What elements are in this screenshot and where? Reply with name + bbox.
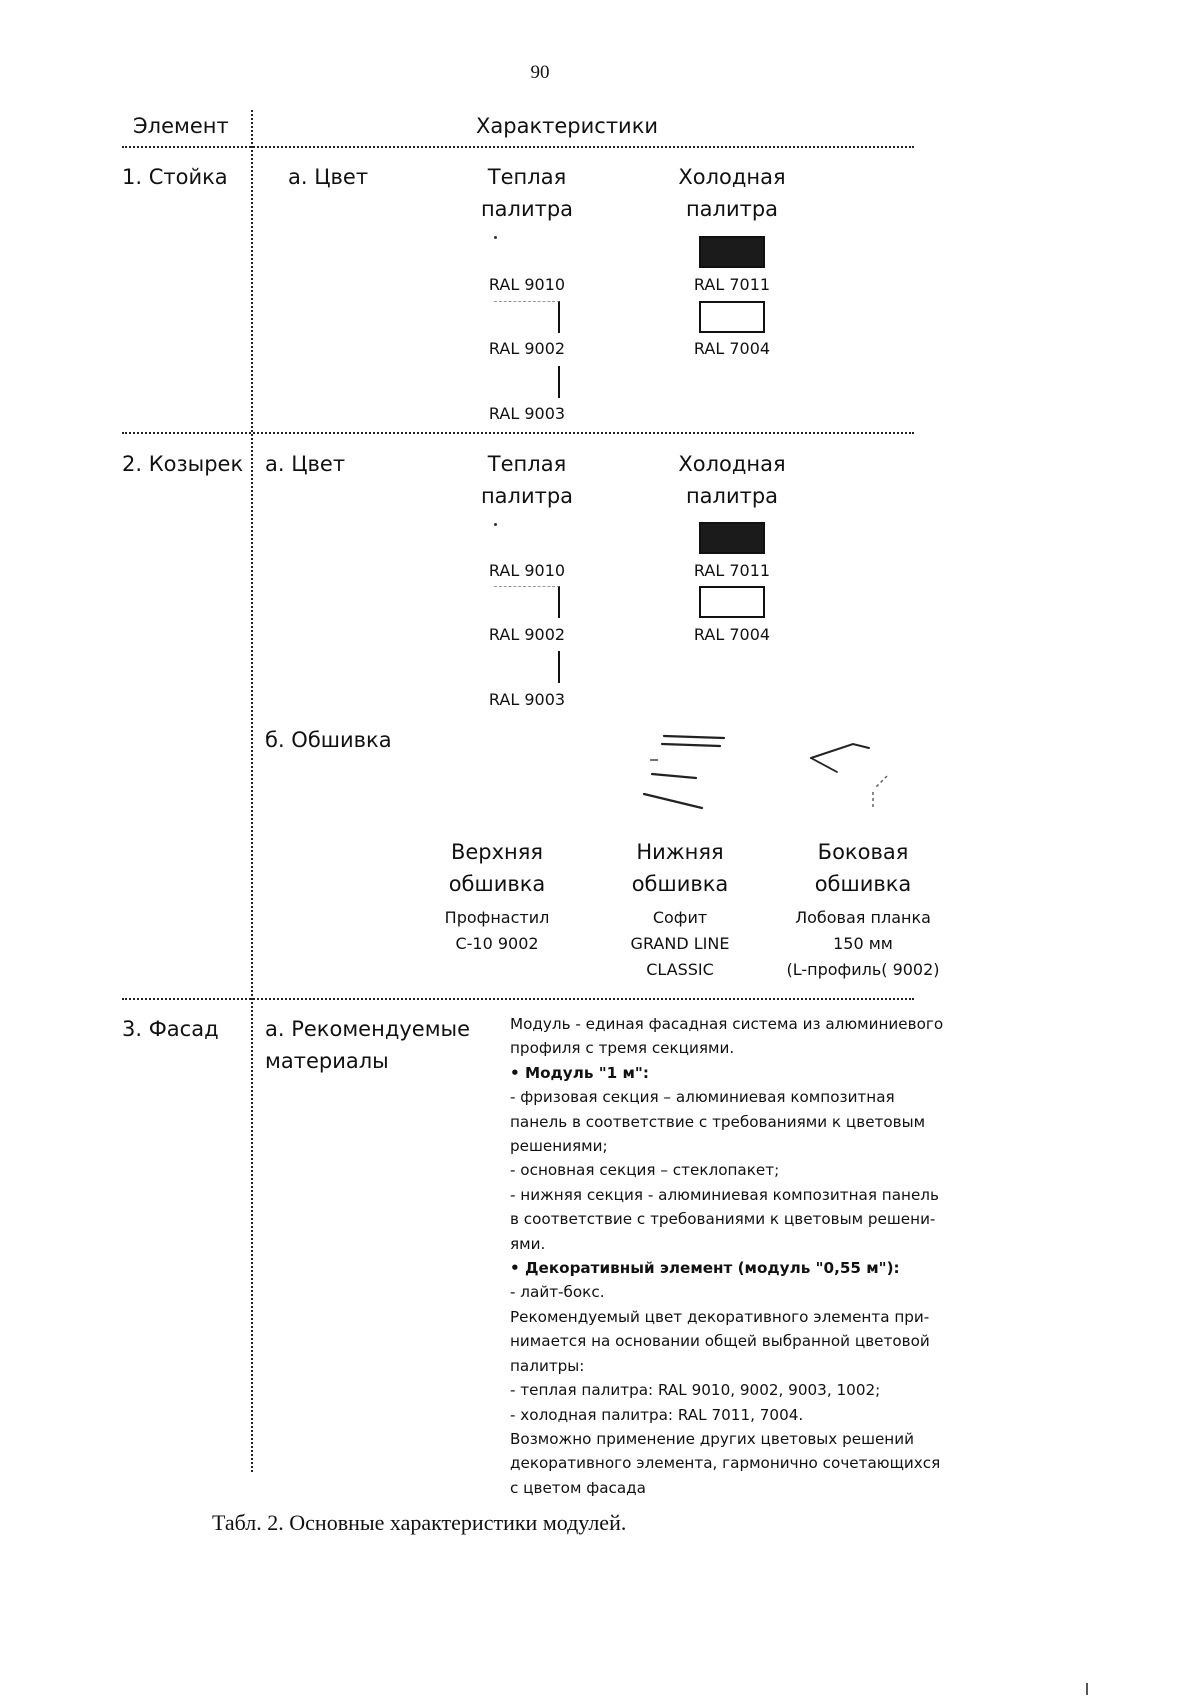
facade-line: панель в соответствие с требованиями к цветовым xyxy=(510,1112,926,1131)
row2-sub-color: а. Цвет xyxy=(265,452,346,476)
row1-code-ral7004: RAL 7004 xyxy=(693,339,771,358)
cladding-side-title-1: Боковая xyxy=(817,840,909,864)
cladding-top-title-2: обшивка xyxy=(448,872,546,896)
facade-line: - основная секция – стеклопакет; xyxy=(510,1161,780,1180)
row1-swatch-ral9003 xyxy=(494,366,560,398)
cladding-side-desc-1: Лобовая планка xyxy=(795,908,931,927)
row2-swatch-ral9003 xyxy=(494,651,560,683)
row1-warm-title-1: Теплая xyxy=(487,165,567,189)
row2-warm-title-2: палитра xyxy=(480,484,574,508)
cladding-bottom-desc-3: CLASSIC xyxy=(646,960,714,979)
facade-description xyxy=(510,1012,970,1500)
row1-cold-title-2: палитра xyxy=(685,197,779,221)
row1-warm-title-2: палитра xyxy=(480,197,574,221)
table-caption: Табл. 2. Основные характеристики модулей. xyxy=(212,1510,627,1535)
facade-line: палитры: xyxy=(510,1356,585,1375)
column-divider xyxy=(251,110,253,1472)
row1-code-ral7011: RAL 7011 xyxy=(693,275,771,294)
cladding-top-desc-2: С-10 9002 xyxy=(455,934,539,953)
row2-element: 2. Козырек xyxy=(122,452,244,476)
facade-line: - фризовая секция – алюминиевая композитная xyxy=(510,1088,895,1107)
cladding-bottom-title-1: Нижняя xyxy=(636,840,724,864)
row1-swatch-mark xyxy=(494,236,497,239)
row2-code-ral7011: RAL 7011 xyxy=(693,561,771,580)
row1-sub-color: а. Цвет xyxy=(288,165,369,189)
fascia-board-illustration xyxy=(805,740,915,820)
facade-line: нимается на основании общей выбранной цветовой xyxy=(510,1332,930,1351)
row1-swatch-ral9002 xyxy=(494,301,560,333)
column-header-characteristics: Характеристики xyxy=(476,114,659,138)
facade-line: ями. xyxy=(510,1234,546,1253)
facade-line: - лайт-бокс. xyxy=(510,1283,605,1302)
row1-swatch-ral7011 xyxy=(699,236,765,268)
facade-line: профиля с тремя секциями. xyxy=(510,1039,735,1058)
row2-code-ral9002: RAL 9002 xyxy=(488,625,566,644)
row1-cold-title-1: Холодная xyxy=(678,165,786,189)
row2-code-ral9003: RAL 9003 xyxy=(488,690,566,709)
facade-line: Возможно применение других цветовых решений xyxy=(510,1429,914,1448)
page-number: 90 xyxy=(530,62,550,83)
column-header-element: Элемент xyxy=(133,114,229,138)
cladding-side-desc-3: (L-профиль( 9002) xyxy=(786,960,940,979)
facade-line: - нижняя секция - алюминиевая композитная панель xyxy=(510,1185,939,1204)
cladding-top-desc-1: Профнастил xyxy=(444,908,550,927)
row2-swatch-ral9010 xyxy=(494,526,560,554)
cladding-side-desc-2: 150 мм xyxy=(833,934,893,953)
row1-code-ral9010: RAL 9010 xyxy=(488,275,566,294)
row2-warm-title-1: Теплая xyxy=(487,452,567,476)
header-divider xyxy=(122,146,914,148)
facade-line: Модуль - единая фасадная система из алюминиевого xyxy=(510,1015,944,1033)
cladding-bottom-desc-2: GRAND LINE xyxy=(630,934,730,953)
row1-swatch-ral7004 xyxy=(699,301,765,333)
cladding-side-title-2: обшивка xyxy=(814,872,912,896)
row1-swatch-ral9010 xyxy=(494,240,560,268)
row2-code-ral7004: RAL 7004 xyxy=(693,625,771,644)
soffit-sketch-illustration xyxy=(630,730,740,810)
row2-divider xyxy=(122,998,914,1000)
facade-line: решениями; xyxy=(510,1137,608,1156)
row2-code-ral9010: RAL 9010 xyxy=(488,561,566,580)
facade-line: - холодная палитра: RAL 7011, 7004. xyxy=(510,1405,804,1424)
row1-code-ral9002: RAL 9002 xyxy=(488,339,566,358)
cladding-label: б. Обшивка xyxy=(265,728,392,752)
row2-cold-title-1: Холодная xyxy=(678,452,786,476)
row1-element: 1. Стойка xyxy=(122,165,228,189)
facade-line: - теплая палитра: RAL 9010, 9002, 9003, 1002; xyxy=(510,1381,881,1400)
row1-divider xyxy=(122,432,914,434)
facade-line: декоративного элемента, гармонично сочетающихся xyxy=(510,1454,941,1473)
scan-mark xyxy=(1086,1683,1088,1695)
facade-line-bold: • Модуль "1 м": xyxy=(510,1063,649,1082)
facade-line: Рекомендуемый цвет декоративного элемента при- xyxy=(510,1307,930,1326)
facade-line: в соответствие с требованиями к цветовым решени- xyxy=(510,1210,936,1229)
row1-code-ral9003: RAL 9003 xyxy=(488,404,566,423)
facade-line: с цветом фасада xyxy=(510,1478,646,1497)
row3-element: 3. Фасад xyxy=(122,1017,219,1041)
row2-cold-title-2: палитра xyxy=(685,484,779,508)
row3-sub-line-2: материалы xyxy=(265,1049,389,1073)
row2-swatch-ral7011 xyxy=(699,522,765,554)
cladding-top-title-1: Верхняя xyxy=(450,840,544,864)
row2-swatch-ral7004 xyxy=(699,586,765,618)
row2-swatch-ral9002 xyxy=(494,586,560,618)
cladding-bottom-desc-1: Софит xyxy=(652,908,708,927)
row3-sub-line-1: а. Рекомендуемые xyxy=(265,1017,471,1041)
cladding-bottom-title-2: обшивка xyxy=(631,872,729,896)
facade-line-bold: • Декоративный элемент (модуль "0,55 м"): xyxy=(510,1259,900,1278)
